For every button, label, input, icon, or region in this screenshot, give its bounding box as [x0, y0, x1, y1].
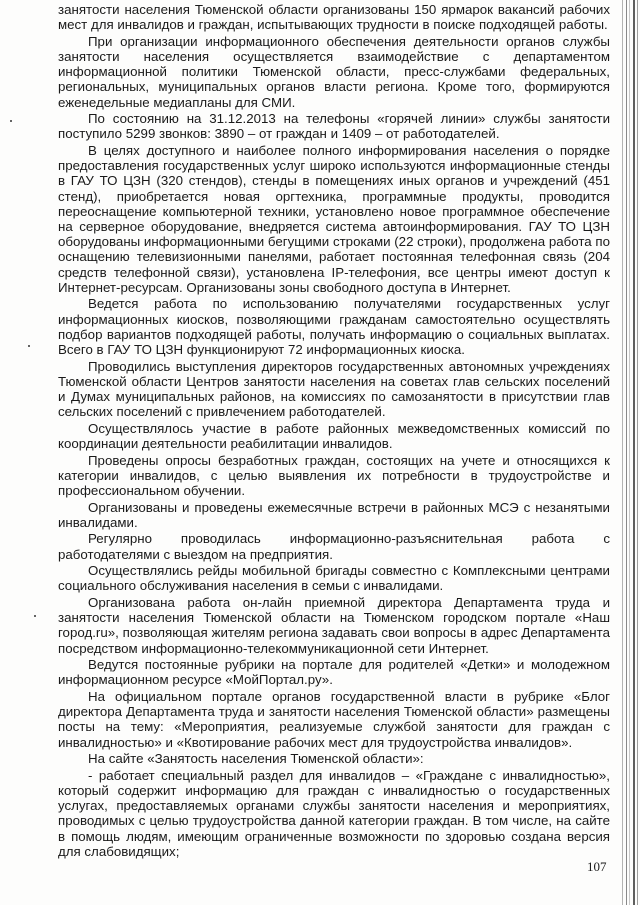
- paragraph-mse-meetings: Организованы и проведены ежемесячные встречи в районных МСЭ с незанятыми инвалидами.: [58, 499, 610, 530]
- paragraph-mobile-brigade: Осуществлялись рейды мобильной бригады совместно с Комплексными центрами социального обслуживания населения в семьи с инвалидами.: [58, 563, 610, 594]
- paragraph-information-support: При организации информационного обеспечения деятельности органов службы занятости населения осуществляется взаимодействие с департаментом информационной политики Тюменской области, пресс-службами федеральных, региональных, муниципальных органов власти региона. Кроме того, формируются еженедельные медиапланы для СМИ.: [58, 33, 610, 110]
- scan-speck: [34, 615, 36, 617]
- paragraph-info-stands: В целях доступного и наиболее полного информирования населения о порядке предоставления государственных услуг широко используются информационные стенды в ГАУ ТО ЦЗН (320 стендов), стенды в помещениях иных органов и учреждений (451 стенд), приобретается новая оргтехника, программные продукты, проводится переоснащение компьютерной техники, установлено новое программное обеспечение на серверное оборудование, внедряется система автоинформирования. ГАУ ТО ЦЗН оборудованы информационными бегущими строками (22 строки), продолжена работа по оснащению телевизионными панелями, работает постоянная телефонная связь (204 средств телефонной связи), установлена IP-телефония, все центры имеют доступ к Интернет-ресурсам. Организованы зоны свободного доступа в Интернет.: [58, 143, 610, 295]
- paragraph-commissions: Осуществлялось участие в работе районных межведомственных комиссий по координации деятельности реабилитации инвалидов.: [58, 420, 610, 452]
- scan-edge-line: [633, 0, 635, 905]
- scan-speck: [28, 345, 30, 347]
- paragraph-director-blog: На официальном портале органов государственной власти в рубрике «Блог директора Департамента труда и занятости населения Тюменской области» размещены посты на тему: «Мероприятия, реализуемые службой занятости для граждан с инвалидностью» и «Квотирование рабочих мест для трудоустройства инвалидов».: [58, 689, 610, 750]
- paragraph-employment-site: На сайте «Занятость населения Тюменской области»:: [88, 751, 424, 767]
- scan-edge-line: [637, 0, 638, 905]
- paragraph-director-speeches: Проводились выступления директоров государственных автономных учреждениях Тюменской области Центров занятости населения на советах глав сельских поселений и Думах муниципальных районов, на комиссиях по самозанятости в присутствии глав сельских поселений с привлечением работодателей.: [58, 358, 610, 420]
- scan-edge-line: [622, 0, 623, 905]
- scan-speck: [10, 120, 12, 122]
- page-number: 107: [587, 859, 607, 874]
- paragraph-disability-section: - работает специальный раздел для инвалидов – «Граждане с инвалидностью», который содержит информацию для граждан с инвалидностью о государственных услугах, предоставляемых органами службы занятости населения и мероприятиях, проводимых с целью трудоустройства данной категории граждан. В том числе, на сайте в помощь людям, имеющим ограниченные возможности по здоровью создана версия для слабовидящих;: [58, 767, 610, 859]
- paragraph-portal-rubrics: Ведутся постоянные рубрики на портале для родителей «Детки» и молодежном информационном ресурсе «МойПортал.ру».: [58, 657, 610, 688]
- paragraph-hotline-calls: По состоянию на 31.12.2013 на телефоны «горячей линии» службы занятости поступило 5299 звонков: 3890 – от граждан и 1409 – от работодателей.: [58, 111, 610, 142]
- body-text: [58, 2, 610, 860]
- scan-edge-line: [626, 0, 627, 905]
- paragraph-employer-work: Регулярно проводилась информационно-разъяснительная работа с работодателями с выездом на предприятия.: [58, 531, 610, 562]
- paragraph-job-fairs: занятости населения Тюменской области организованы 150 ярмарок вакансий рабочих мест для инвалидов и граждан, испытывающих трудности в поиске подходящей работы.: [58, 2, 610, 33]
- paragraph-online-reception: Организована работа он-лайн приемной директора Департамента труда и занятости населения Тюменской области на Тюменском городском портале «Наш город.ru», позволяющая жителям региона задавать свои вопросы в адрес Департамента посредством информационно-телекоммуникационной сети Интернет.: [58, 595, 610, 656]
- scan-edge-line: [629, 0, 630, 905]
- paragraph-surveys: Проведены опросы безработных граждан, состоящих на учете и относящихся к категории инвалидов, с целью выявления их потребности в трудоустройстве и профессиональном обучении.: [58, 452, 610, 499]
- paragraph-info-kiosks: Ведется работа по использованию получателями государственных услуг информационных киосков, позволяющими гражданам самостоятельно осуществлять подбор вариантов подходящей работы, получать информацию о социальных выплатах. Всего в ГАУ ТО ЦЗН функционируют 72 информационных киоска.: [58, 296, 610, 358]
